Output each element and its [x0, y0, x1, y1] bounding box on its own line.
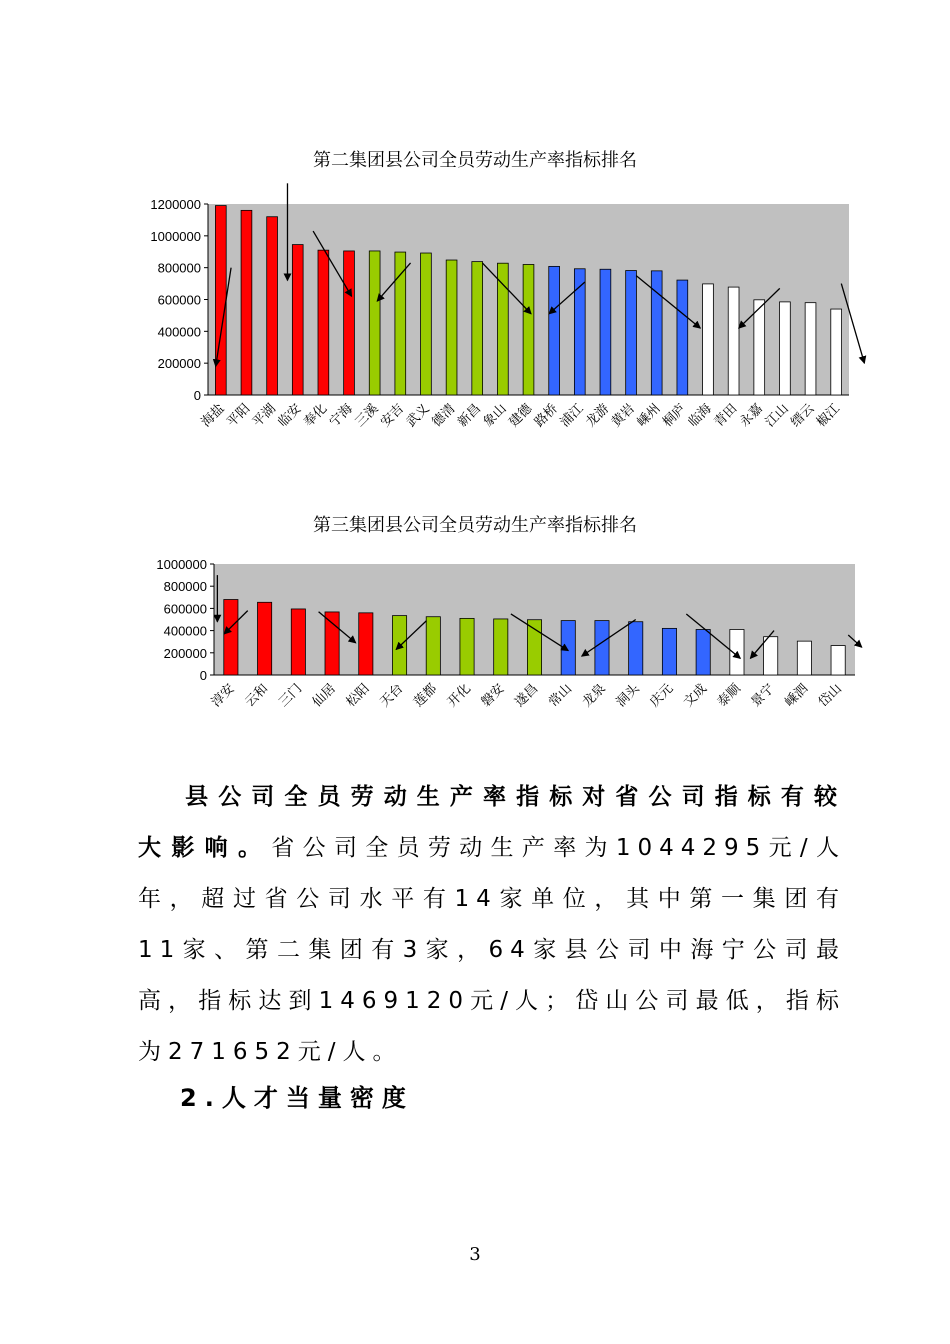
category-label: 常山	[546, 681, 576, 711]
category-label: 遂昌	[512, 681, 542, 711]
category-label: 龙泉	[579, 681, 609, 711]
bar	[497, 263, 508, 395]
category-label: 缙云	[788, 401, 818, 431]
paragraph-lead-bold: 县公司全员劳动生产率指标对省公司指标有较大影响。	[138, 784, 846, 861]
category-label: 三门	[276, 681, 306, 711]
body-paragraph	[138, 772, 846, 1078]
bar	[325, 612, 339, 675]
bar	[797, 641, 811, 675]
category-label: 莲都	[411, 681, 441, 711]
category-label: 象山	[480, 401, 510, 431]
bar	[344, 251, 355, 395]
y-tick-label: 0	[199, 668, 207, 683]
bar	[626, 271, 637, 395]
category-label: 庆元	[647, 681, 677, 711]
category-label: 平湖	[249, 401, 279, 431]
chart-title-group2: 第二集团县公司全员劳动生产率指标排名	[313, 150, 637, 171]
category-label: 景宁	[748, 681, 778, 711]
bar	[267, 217, 278, 395]
bar	[629, 622, 643, 675]
y-tick-label: 600000	[157, 292, 201, 308]
category-label: 磐安	[478, 681, 508, 711]
chart-title-group3: 第三集团县公司全员劳动生产率指标排名	[313, 515, 637, 536]
y-tick-label: 400000	[163, 623, 207, 639]
y-tick-label: 0	[193, 388, 201, 403]
category-label: 浦江	[557, 401, 587, 431]
bar	[703, 284, 714, 395]
bar	[831, 646, 845, 675]
bar	[764, 637, 778, 675]
bar	[392, 616, 406, 675]
category-label: 黄岩	[608, 401, 638, 431]
bar	[523, 264, 534, 395]
y-tick-label: 1000000	[150, 228, 201, 244]
bar	[696, 629, 710, 675]
bar	[549, 266, 560, 395]
category-label: 嵊州	[634, 401, 664, 431]
category-label: 建德	[506, 401, 536, 431]
y-tick-label: 200000	[157, 356, 201, 372]
category-label: 路桥	[531, 401, 561, 431]
bar	[754, 300, 765, 395]
category-label: 淳安	[208, 681, 238, 711]
bar	[677, 280, 688, 395]
category-label: 仙居	[309, 681, 339, 711]
category-label: 松阳	[343, 681, 373, 711]
category-label: 武义	[403, 401, 433, 431]
bar	[460, 618, 474, 675]
bar	[574, 269, 585, 395]
y-tick-label: 800000	[157, 260, 201, 276]
bar-chart-group3	[0, 545, 950, 745]
category-label: 安吉	[378, 401, 408, 431]
bar	[728, 287, 739, 395]
y-tick-label: 400000	[157, 324, 201, 340]
category-label: 嵊泗	[782, 681, 812, 711]
y-tick-label: 800000	[163, 579, 207, 595]
bar	[359, 613, 373, 675]
category-label: 宁海	[326, 401, 356, 431]
y-tick-label: 600000	[163, 601, 207, 617]
category-label: 开化	[444, 681, 474, 711]
category-label: 奉化	[301, 401, 331, 431]
category-label: 青田	[711, 401, 741, 431]
category-label: 新昌	[455, 401, 485, 431]
category-label: 洞头	[613, 681, 643, 711]
bar	[472, 262, 483, 395]
bar	[369, 251, 380, 395]
bar	[258, 602, 272, 675]
bar	[318, 250, 329, 395]
y-tick-label: 200000	[163, 645, 207, 661]
category-label: 文成	[681, 681, 711, 711]
category-label: 江山	[762, 401, 792, 431]
bar	[426, 617, 440, 675]
bar	[215, 206, 226, 395]
bar	[494, 619, 508, 675]
bar	[595, 621, 609, 675]
category-label: 云和	[242, 681, 272, 711]
category-label: 三溪	[352, 401, 382, 431]
bar	[241, 210, 252, 395]
category-label: 岱山	[815, 681, 845, 711]
bar-chart-group2	[0, 180, 950, 495]
bar	[780, 302, 791, 395]
category-label: 临安	[275, 401, 305, 431]
section-heading: 2.人才当量密度	[180, 1084, 414, 1112]
category-label: 椒江	[814, 401, 844, 431]
bar	[600, 269, 611, 395]
bar	[395, 252, 406, 395]
bar	[446, 260, 457, 395]
bar	[421, 253, 432, 395]
category-label: 临海	[685, 401, 715, 431]
y-tick-label: 1000000	[156, 557, 207, 572]
category-label: 海盐	[198, 401, 228, 431]
paragraph-body: 省公司全员劳动生产率为1044295元/人年，超过省公司水平有14家单位，其中第一集团有11家、第二集团有3家，64家县公司中海宁公司最高，指标达到1469120元/人；岱山公司最低，指标为271652元/人。	[138, 835, 846, 1065]
category-label: 桐庐	[660, 401, 690, 431]
category-label: 天台	[377, 681, 407, 711]
category-label: 平阳	[224, 401, 254, 431]
category-label: 龙游	[583, 401, 613, 431]
bar	[527, 620, 541, 675]
bar	[831, 309, 842, 395]
category-label: 永嘉	[737, 401, 767, 431]
bar	[662, 628, 676, 675]
bar	[805, 303, 816, 395]
bar	[291, 609, 305, 675]
y-tick-label: 1200000	[150, 197, 201, 212]
bar	[292, 245, 303, 395]
category-label: 泰顺	[714, 681, 744, 711]
bar	[224, 600, 238, 675]
category-label: 德清	[429, 401, 459, 431]
page-number: 3	[469, 1244, 481, 1265]
